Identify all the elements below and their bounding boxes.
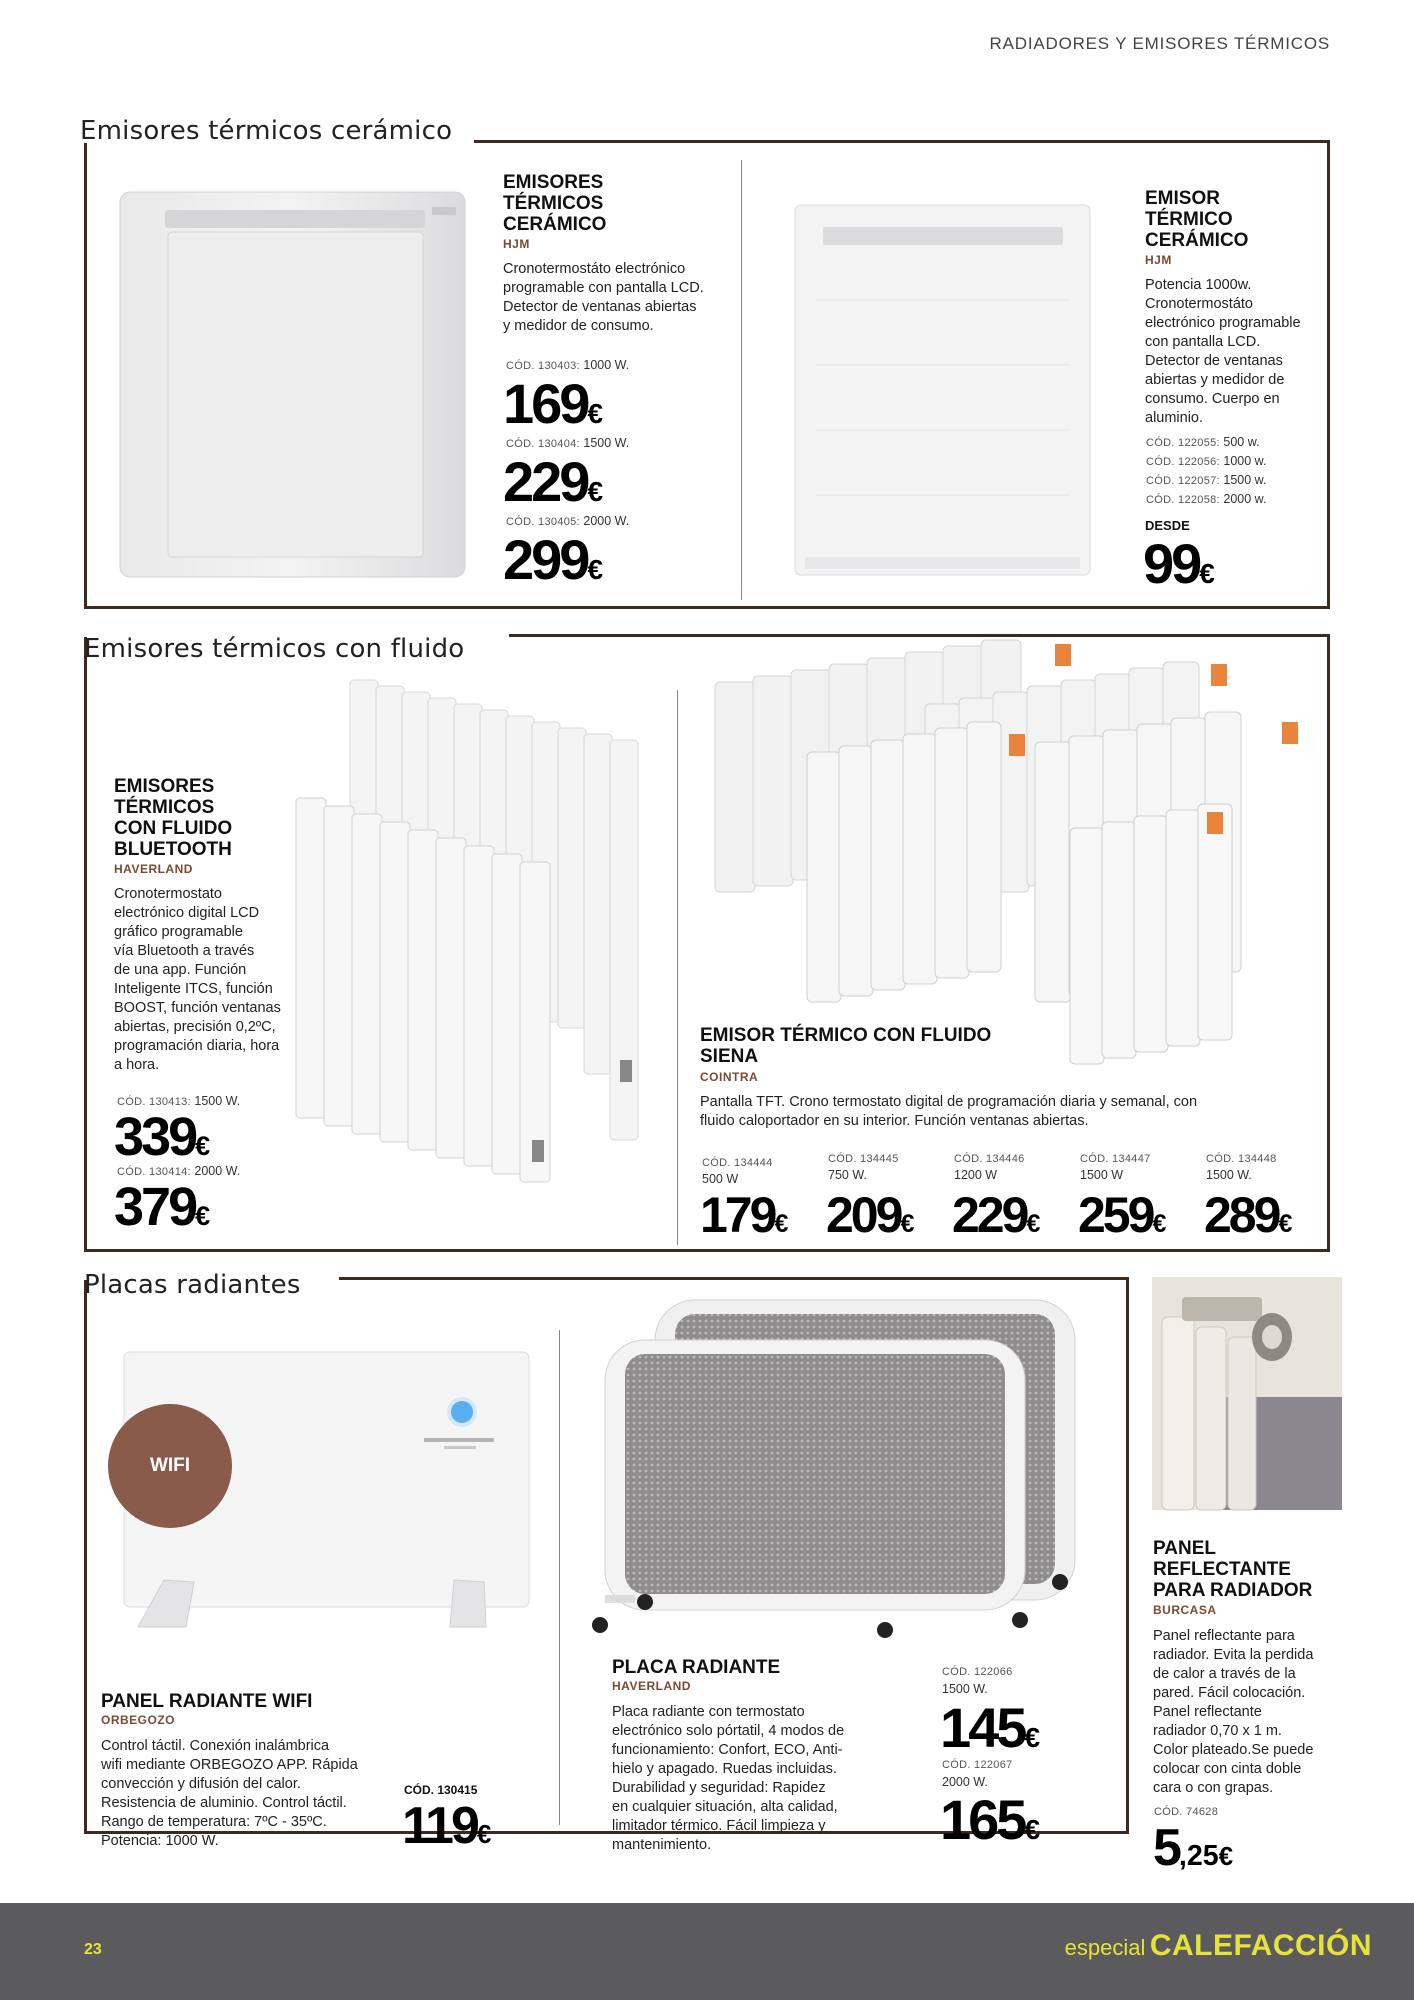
product-code: CÓD. 134447 1500 W <box>1080 1153 1151 1182</box>
from-label: DESDE <box>1145 518 1190 533</box>
ceramic-emitter-image <box>795 205 1095 580</box>
product-price: 119€ <box>402 1797 492 1855</box>
product-description: Placa radiante con termostato electrónico solo pórtatil, 4 modos de funcionamiento: Confort, ECO, Anti- hielo y apagado. Ruedas incluidas. Durabilidad y seguridad: Rapidez en cualquier situación, alta calidad, limitador térmico. Fácil limpieza y mantenimiento. <box>612 1704 845 1853</box>
product-description: Pantalla TFT. Crono termostato digital de programación diaria y semanal, con fluido caloportador en su interior. Función ventanas abiertas. <box>700 1094 1198 1129</box>
product-price: 165€ <box>940 1788 1041 1851</box>
product-description: Cronotermostato electrónico digital LCD gráfico programable vía Bluetooth a través de una app. Función Inteligente ITCS, función BOOST, función ventanas abiertas, precisión 0,2ºC, programación diaria, hora a hora. <box>114 886 281 1073</box>
product-description: Panel reflectante para radiador. Evita la perdida de calor a través de la pared. Fácil colocación. Panel reflectante radiador 0,70 x 1 m. Color plateado.Se puede colocar con cinta doble cara o con grapas. <box>1153 1628 1314 1796</box>
product-price: 229€ <box>503 450 604 513</box>
divider <box>559 1330 560 1825</box>
reflective-panel-image <box>1152 1277 1342 1510</box>
product-brand: HJM <box>1145 253 1172 267</box>
product-price: 299€ <box>503 528 604 591</box>
ceramic-emitter-image <box>120 192 470 577</box>
product-brand: ORBEGOZO <box>101 1713 176 1727</box>
product-code: CÓD. 134444 500 W <box>702 1157 773 1186</box>
product-code: CÓD. 122056: 1000 w. <box>1146 454 1267 468</box>
product-price: 179€ <box>700 1187 789 1243</box>
product-price: 209€ <box>826 1187 915 1243</box>
footer-brand: especial CALEFACCIÓN <box>1064 1929 1372 1962</box>
page-number: 23 <box>84 1941 102 1958</box>
radiant-plate-image <box>595 1300 1085 1635</box>
product-brand: HAVERLAND <box>612 1679 691 1693</box>
product-price: 5,25€ <box>1153 1819 1234 1877</box>
product-code: CÓD. 122057: 1500 w. <box>1146 473 1267 487</box>
product-title: PANEL REFLECTANTE PARA RADIADOR <box>1153 1538 1313 1601</box>
product-description: Cronotermostáto electrónico programable con pantalla LCD. Detector de ventanas abiertas y medidor de consumo. <box>503 261 704 334</box>
product-code: CÓD. 122066 1500 W. <box>942 1666 1013 1696</box>
product-brand: COINTRA <box>700 1070 759 1084</box>
product-brand: HJM <box>503 237 530 251</box>
product-code: CÓD. 130415 <box>404 1783 478 1797</box>
product-code: CÓD. 130404: 1500 W. <box>506 436 630 450</box>
product-price: 145€ <box>940 1696 1041 1759</box>
product-price: 169€ <box>503 372 604 435</box>
fluid-emitter-siena-image <box>715 632 1315 1072</box>
divider <box>677 690 678 1245</box>
product-code: CÓD. 130414: 2000 W. <box>117 1164 241 1178</box>
product-price: 379€ <box>114 1177 211 1237</box>
product-title: PLACA RADIANTE <box>612 1657 781 1678</box>
wifi-badge: WIFI <box>108 1404 232 1528</box>
product-price: 259€ <box>1078 1187 1167 1243</box>
page-footer <box>0 1903 1414 2000</box>
product-price: 289€ <box>1204 1187 1293 1243</box>
product-title: EMISOR TÉRMICO CON FLUIDO SIENA <box>700 1025 992 1067</box>
section-title-fluido: Emisores térmicos con fluido <box>84 634 465 664</box>
product-title: EMISORES TÉRMICOS CON FLUIDO BLUETOOTH <box>114 776 233 860</box>
page-header: RADIADORES Y EMISORES TÉRMICOS <box>989 34 1330 53</box>
product-brand: BURCASA <box>1153 1603 1217 1617</box>
product-price: 99€ <box>1143 532 1215 595</box>
product-code: CÓD. 122055: 500 w. <box>1146 435 1260 449</box>
product-code: CÓD. 130405: 2000 W. <box>506 514 630 528</box>
product-code: CÓD. 74628 <box>1154 1806 1219 1818</box>
product-brand: HAVERLAND <box>114 862 193 876</box>
product-code: CÓD. 134445 750 W. <box>828 1153 899 1182</box>
product-code: CÓD. 130413: 1500 W. <box>117 1094 241 1108</box>
product-price: 229€ <box>952 1187 1041 1243</box>
product-code: CÓD. 134446 1200 W <box>954 1153 1025 1182</box>
section-title-placas: Placas radiantes <box>84 1270 301 1300</box>
product-title: EMISOR TÉRMICO CERÁMICO <box>1145 188 1249 251</box>
product-title: PANEL RADIANTE WIFI <box>101 1691 313 1712</box>
product-code: CÓD. 130403: 1000 W. <box>506 358 630 372</box>
product-description: Potencia 1000w. Cronotermostáto electrónico programable con pantalla LCD. Detector de ventanas abiertas y medidor de consumo. Cuerpo en aluminio. <box>1145 277 1301 426</box>
product-price: 339€ <box>114 1107 211 1167</box>
divider <box>741 160 742 600</box>
product-code: CÓD. 122058: 2000 w. <box>1146 492 1267 506</box>
product-description: Control táctil. Conexión inalámbrica wifi mediante ORBEGOZO APP. Rápida convección y difusión del calor. Resistencia de aluminio. Control táctil. Rango de temperatura: 7ºC - 35ºC. Potencia: 1000 W. <box>101 1738 358 1849</box>
product-code: CÓD. 134448 1500 W. <box>1206 1153 1277 1182</box>
product-code: CÓD. 122067 2000 W. <box>942 1759 1013 1789</box>
product-title: EMISORES TÉRMICOS CERÁMICO <box>503 172 607 235</box>
fluid-emitter-bluetooth-image <box>290 680 670 1200</box>
section-title-ceramico: Emisores térmicos cerámico <box>80 116 453 146</box>
